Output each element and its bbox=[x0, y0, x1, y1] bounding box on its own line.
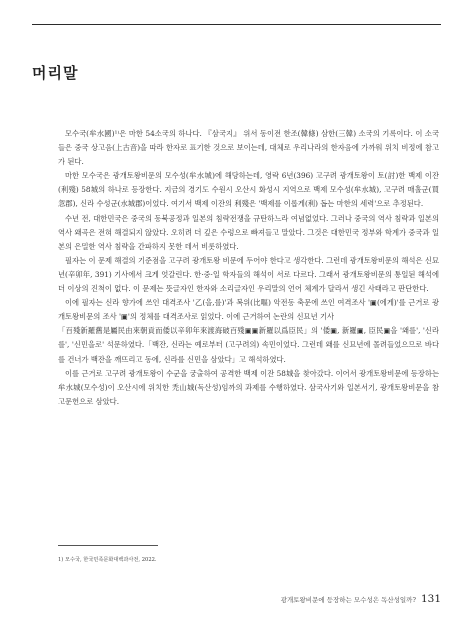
paragraph-2: 마한 모수국은 광개토왕비문의 모수성(牟水城)에 해당하는데, 영락 6년(396) 고구려 광개토왕이 토(討)한 백제 이잔(利殘) 58城의 하나로 등장한다. 지금의 경기도 수원시 오산시 화성시 지역으로 백제 모수성(牟水城), 고구려 매홀군(買忽郡), 신라 수성군(水城郡)이었다. 여기서 백제 이잔의 利殘은 '백제를 이롭게(利) 돕는 마한의 세력'으로 추정된다. bbox=[58, 171, 439, 209]
footnote-rule bbox=[58, 545, 158, 546]
page-title: 머리말 bbox=[32, 64, 79, 82]
paragraph-3: 수년 전, 대한민국은 중국의 동북공정과 일본의 침략전쟁을 규탄하느라 여념없었다. 그러나 중국의 역사 침략과 일본의 역사 왜곡은 전혀 해결되지 않았다. 오히려 더 깊은 수렁으로 빠져들고 말았다. 그것은 대한민국 정부와 학계가 중국과 일본의 은밀한 역사 침략을 간파하지 못한 데서 비롯하였다. bbox=[58, 213, 439, 251]
paragraph-4: 필자는 이 문제 해결의 기준점을 고구려 광개토왕 비문에 두어야 한다고 생각한다. 그런데 광개토왕비문의 해석은 신묘년(辛卯年, 391) 기사에서 크게 엇갈린다. 한·중·일 학자들의 해석이 서로 다르다. 그래서 광개토왕비문의 통일된 해석에 더 이상의 진척이 없다. 이 문제는 뜻글자인 한자와 소리글자인 우리말의 언어 체계가 달라서 생긴 사태라고 판단한다. bbox=[58, 255, 439, 294]
paragraph-5: 이에 필자는 신라 향가에 쓰인 대격조사 '乙(을,를)'과 복위(比嘔) 악전동 축문에 쓰인 여격조사 '▣(에게)'를 근거로 광개토왕비문의 조사 '▣'의 정체를 대격조사로 읽었다. 이에 근거하여 논란의 신묘년 기사 bbox=[58, 298, 439, 322]
top-rule bbox=[32, 24, 441, 25]
paragraph-1: 모수국(牟水國)¹⁾은 마한 54소국의 하나다. 『삼국지』 위서 동이전 한조(韓條) 삼한(三韓) 소국의 기록이다. 이 소국들은 중국 상고음(上古音)을 따라 한자로 표기한 것으로 보이는데, 대체로 우리나라의 한자음에 가까워 위치 비정에 참고가 된다. bbox=[58, 129, 439, 167]
body-text bbox=[58, 127, 439, 409]
paragraph-7: 이를 근거로 고구려 광개토왕이 수군을 궁출하여 공격한 백제 이잔 58城을 찾아갔다. 이어서 광개토왕비문에 등장하는 牟水城(모수성)이 오산시에 위치한 禿山城(독산성)임까의 과제를 수행하였다. 삼국사기와 일본서기, 광개토왕비문을 참고문헌으로 삼았다. bbox=[58, 368, 439, 406]
page-footer bbox=[281, 593, 441, 605]
running-title: 광개토왕비문에 등장하는 모수성은 독산성일까? bbox=[280, 596, 416, 604]
page-number: 131 bbox=[420, 593, 441, 605]
paragraph-6: 「百殘新羅舊是屬民由來朝貢而倭以辛卯年來渡海破百殘▣▣新羅以爲臣民」의 '倭▣, 新羅▣, 臣民▣을 '왜를', '신라를', '신민을로' 석문하였다.「백잔, 신라는 예로부터 (고구려의) 속민이었다. 그런데 왜를 신묘년에 몰려들었으므로 바다를 건너가 백잔을 깨뜨리고 동에, 신라를 신민을 삼았다」고 해석하였다. bbox=[58, 326, 439, 364]
footnote: 1) 모수국, 한국민족문화대백과사전, 2022. bbox=[58, 557, 157, 563]
